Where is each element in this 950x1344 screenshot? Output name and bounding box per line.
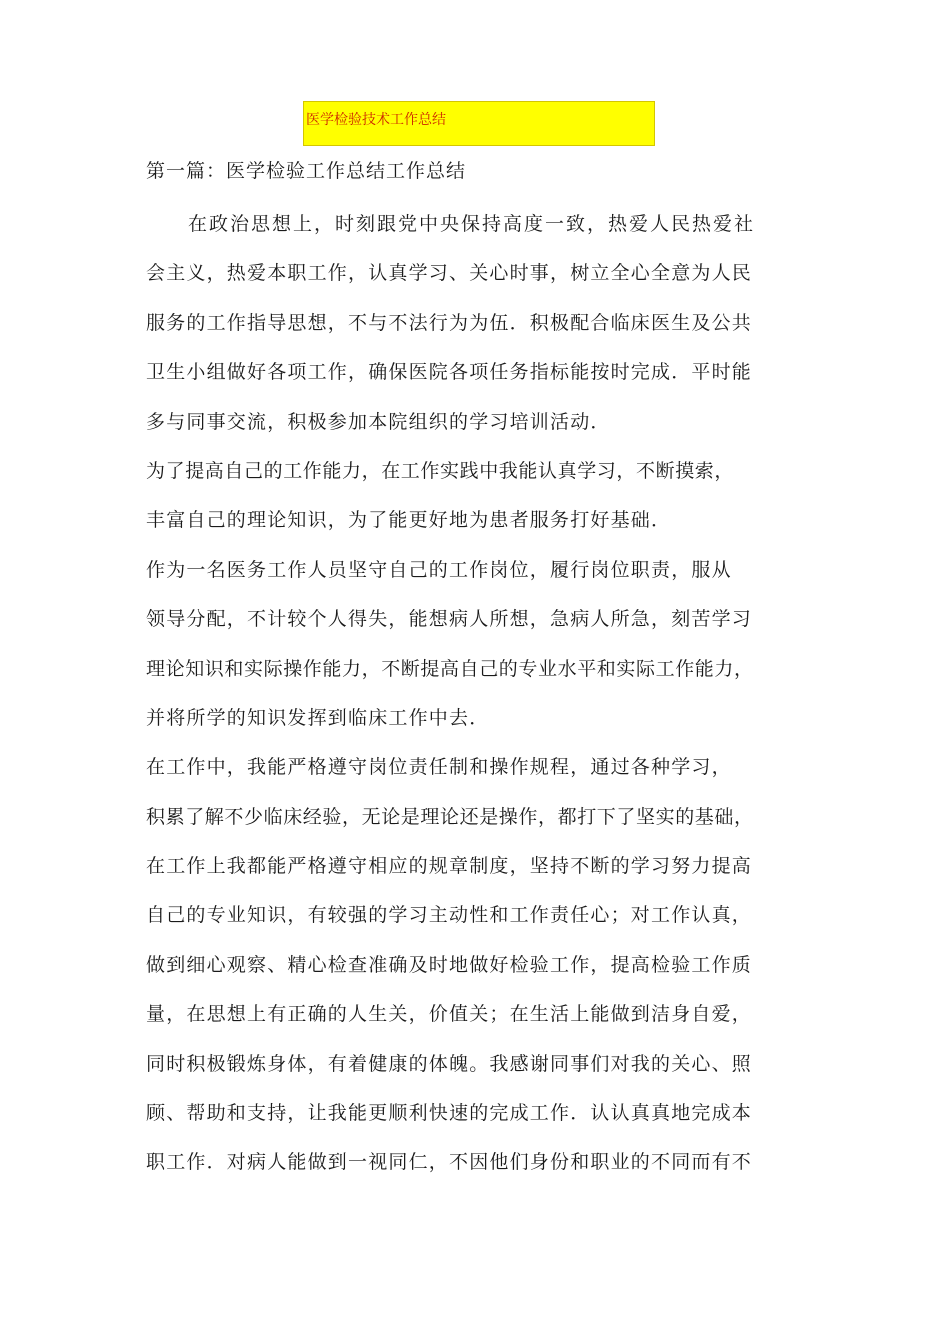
text-line: 在工作中，我能严格遵守岗位责任制和操作规程，通过各种学习， (146, 756, 732, 779)
text-line: 服务的工作指导思想，不与不法行为为伍．积极配合临床医生及公共 (146, 311, 753, 334)
highlighted-title-box (303, 101, 655, 146)
text-line: 为了提高自己的工作能力，在工作实践中我能认真学习，不断摸索， (146, 459, 735, 482)
text-line: 顾、帮助和支持，让我能更顺利快速的完成工作．认认真真地完成本 (146, 1102, 753, 1125)
document-title: 医学检验技术工作总结 (306, 112, 446, 128)
text-line: 职工作．对病人能做到一视同仁，不因他们身份和职业的不同而有不 (146, 1151, 753, 1174)
section-heading: 第一篇：医学检验工作总结工作总结 (146, 160, 467, 182)
text-line: 会主义，热爱本职工作，认真学习、关心时事，树立全心全意为人民 (146, 262, 753, 285)
text-line: 并将所学的知识发挥到临床工作中去． (146, 706, 490, 729)
text-line: 量，在思想上有正确的人生关，价值关；在生活上能做到洁身自爱， (146, 1003, 753, 1026)
text-line: 同时积极锻炼身体，有着健康的体魄。我感谢同事们对我的关心、照 (146, 1052, 753, 1075)
text-line: 积累了解不少临床经验，无论是理论还是操作，都打下了坚实的基础， (146, 805, 754, 828)
text-line: 卫生小组做好各项工作，确保医院各项任务指标能按时完成．平时能 (146, 361, 753, 384)
text-line: 自己的专业知识，有较强的学习主动性和工作责任心；对工作认真， (146, 904, 753, 927)
text-line: 领导分配，不计较个人得失，能想病人所想，急病人所急，刻苦学习 (146, 608, 753, 631)
text-line: 理论知识和实际操作能力，不断提高自己的专业水平和实际工作能力， (146, 657, 754, 680)
body-text (146, 200, 826, 1188)
text-line: 丰富自己的理论知识，为了能更好地为患者服务打好基础． (146, 509, 672, 532)
text-line: 做到细心观察、精心检查准确及时地做好检验工作，提高检验工作质 (146, 953, 753, 976)
text-line: 在工作上我都能严格遵守相应的规章制度，坚持不断的学习努力提高 (146, 855, 753, 878)
text-line: 作为一名医务工作人员坚守自己的工作岗位，履行岗位职责，服从 (146, 558, 732, 581)
text-line: 在政治思想上，时刻跟党中央保持高度一致，热爱人民热爱社 (146, 213, 756, 235)
text-line: 多与同事交流，积极参加本院组织的学习培训活动． (146, 410, 611, 433)
